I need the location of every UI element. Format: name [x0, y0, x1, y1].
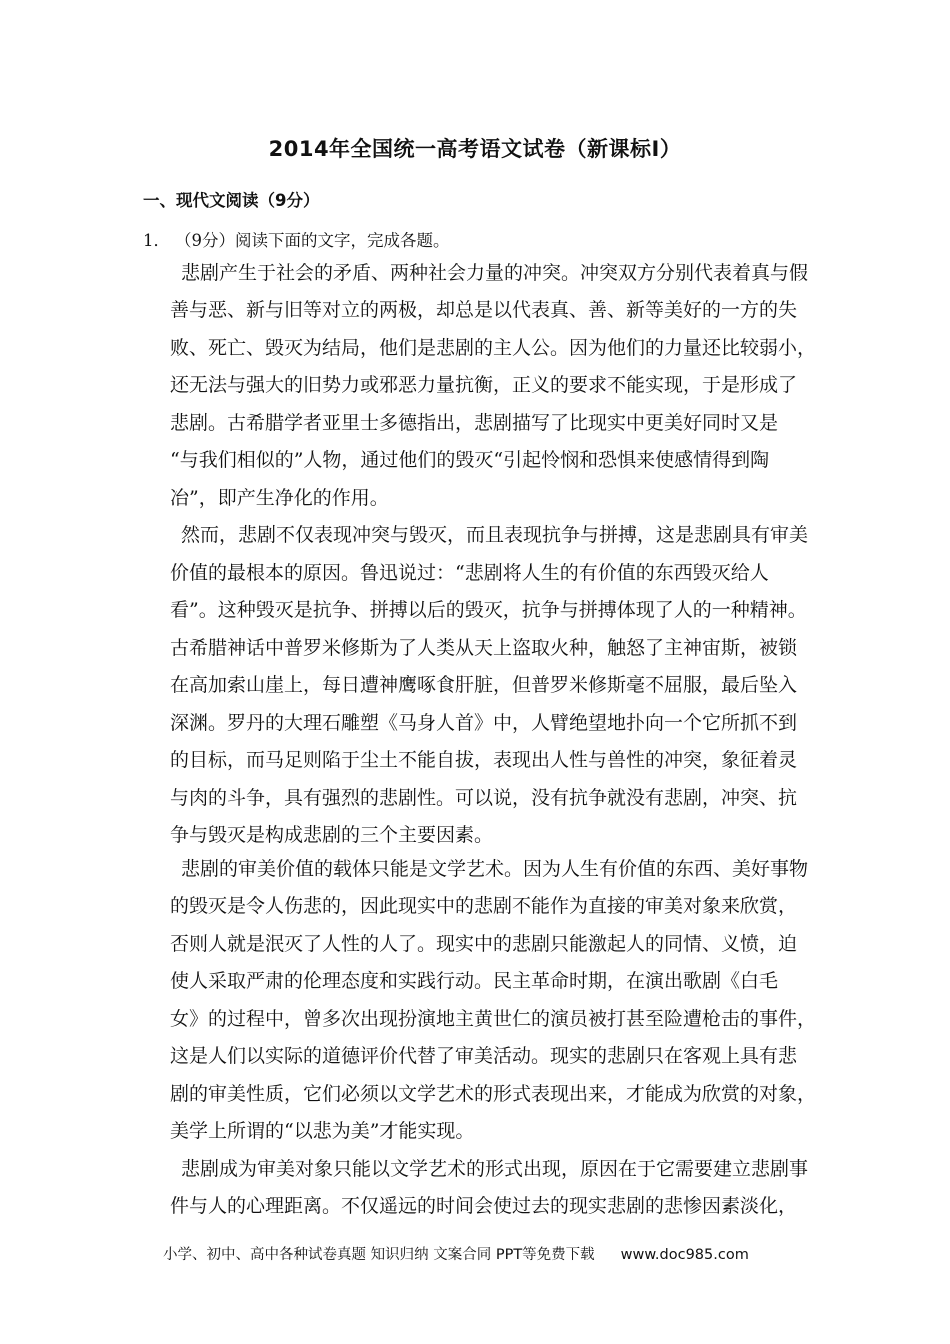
passage-line: 还无法与强大的旧势力或邪恶力量抗衡，正义的要求不能实现，于是形成了 — [170, 374, 798, 396]
passage-line: 女》的过程中，曾多次出现扮演地主黄世仁的演员被打甚至险遭枪击的事件， — [170, 1008, 817, 1030]
question-text: （9分）阅读下面的文字，完成各题。 — [175, 231, 450, 250]
passage-line: 悲剧成为审美对象只能以文学艺术的形式出现，原因在于它需要建立悲剧事 — [181, 1158, 809, 1180]
passage-line: 这是人们以实际的道德评价代替了审美活动。现实的悲剧只在客观上具有悲 — [170, 1045, 798, 1067]
passage-line: 价值的最根本的原因。鲁迅说过：“悲剧将人生的有价值的东西毁灭给人 — [170, 562, 769, 584]
passage-line: 与肉的斗争，具有强烈的悲剧性。可以说，没有抗争就没有悲剧，冲突、抗 — [170, 787, 798, 809]
question-prompt — [143, 227, 450, 251]
section-heading: 一、现代文阅读（9分） — [143, 191, 320, 210]
passage-line: 古希腊神话中普罗米修斯为了人类从天上盗取火种，触怒了主神宙斯，被锁 — [170, 637, 798, 659]
passage-line: 的毁灭是令人伤悲的，因此现实中的悲剧不能作为直接的审美对象来欣赏， — [170, 895, 798, 917]
passage-line: 在高加索山崖上，每日遭神鹰啄食肝脏，但普罗米修斯毫不屈服，最后坠入 — [170, 674, 798, 696]
passage-line: 善与恶、新与旧等对立的两极，却总是以代表真、善、新等美好的一方的失 — [170, 299, 798, 321]
page-footer — [163, 1243, 749, 1264]
passage-line: 的目标，而马足则陷于尘土不能自拔，表现出人性与兽性的冲突，象征着灵 — [170, 749, 798, 771]
passage-line: 悲剧的审美价值的载体只能是文学艺术。因为人生有价值的东西、美好事物 — [181, 858, 809, 880]
footer-url[interactable]: www.doc985.com — [620, 1247, 749, 1263]
question-number: 1． — [143, 231, 170, 250]
passage-line: 然而，悲剧不仅表现冲突与毁灭，而且表现抗争与拼搏，这是悲剧具有审美 — [181, 524, 809, 546]
passage-line: 悲剧产生于社会的矛盾、两种社会力量的冲突。冲突双方分别代表着真与假 — [181, 262, 809, 284]
passage-line: 悲剧。古希腊学者亚里士多德指出，悲剧描写了比现实中更美好同时又是 — [170, 412, 779, 434]
passage-line: “与我们相似的”人物，通过他们的毁灭“引起怜悯和恐惧来使感情得到陶 — [170, 449, 770, 471]
passage-line: 美学上所谓的“以悲为美”才能实现。 — [170, 1120, 475, 1142]
passage-line: 剧的审美性质，它们必须以文学艺术的形式表现出来，才能成为欣赏的对象， — [170, 1083, 817, 1105]
document-title: 2014年全国统一高考语文试卷（新课标Ⅰ） — [268, 137, 682, 161]
passage-line: 件与人的心理距离。不仅遥远的时间会使过去的现实悲剧的悲惨因素淡化， — [170, 1195, 798, 1217]
passage-line: 看”。这种毁灭是抗争、拼搏以后的毁灭，抗争与拼搏体现了人的一种精神。 — [170, 599, 807, 621]
passage-line: 争与毁灭是构成悲剧的三个主要因素。 — [170, 824, 494, 846]
passage-line: 否则人就是泯灭了人性的人了。现实中的悲剧只能激起人的同情、义愤，迫 — [170, 933, 798, 955]
passage-line: 冶”，即产生净化的作用。 — [170, 487, 389, 509]
footer-text: 小学、初中、高中各种试卷真题 知识归纳 文案合同 PPT等免费下载 — [163, 1247, 595, 1263]
passage-line: 深渊。罗丹的大理石雕塑《马身人首》中，人臂绝望地扑向一个它所抓不到 — [170, 712, 798, 734]
passage-line: 败、死亡、毁灭为结局，他们是悲剧的主人公。因为他们的力量还比较弱小， — [170, 337, 817, 359]
passage-line: 使人采取严肃的伦理态度和实践行动。民主革命时期，在演出歌剧《白毛 — [170, 970, 779, 992]
